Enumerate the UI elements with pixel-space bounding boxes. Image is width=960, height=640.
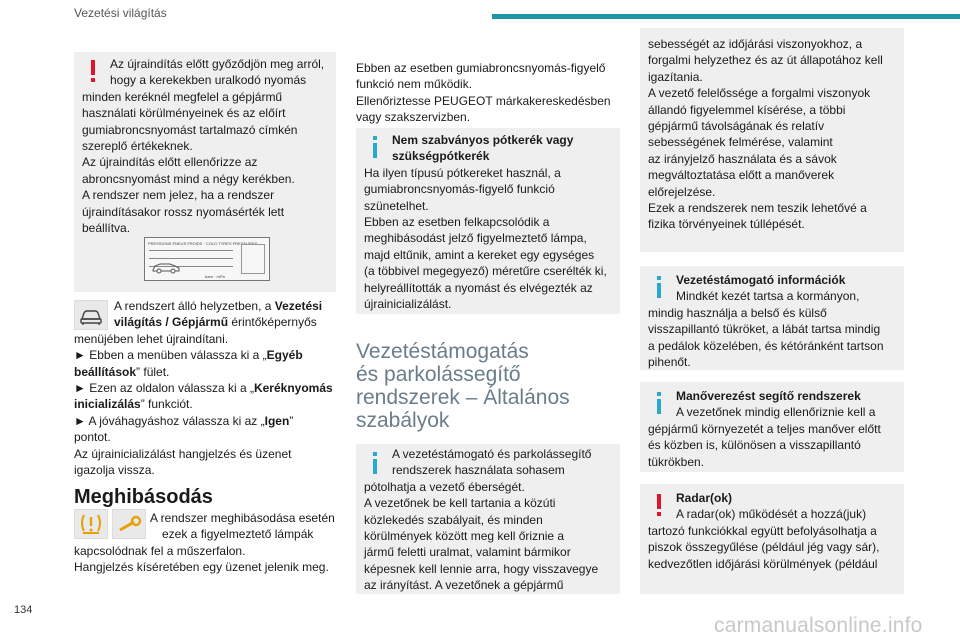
menu-name: inicializálás [74,397,141,412]
reset-instructions: A rendszert álló helyzetben, a Vezetési világítás / Gépjármű érintőképernyős menüjében lehet újraindítani. ► Ebben a menüben válassza ki a „Egyéb beállítások” fület. ► Ezen az oldalon válassza ki a „Keréknyomás inicializálás” funkciót. ► A jóváhagyáshoz válassza ki az „Igen” pontot. Az újrainicializálást hangjelzés és üzenet igazolja vissza. [74,299,333,478]
menu-name: Igen [264,413,290,428]
warning-text-line: újraindításakor rossz nyomásérték lett [82,204,285,219]
warning-text-line: A rendszer nem jelez, ha a rendszer [82,188,275,203]
info-title: szükségpótkerék [392,149,490,164]
running-header: Vezetési világítás [74,6,167,20]
info-title: Nem szabványos pótkerék vagy [392,133,574,147]
car-outline-icon [151,260,181,274]
menu-name: beállítások [74,364,137,379]
warning-title: Radar(ok) [676,491,733,505]
info-title: Manőverezést segítő rendszerek [676,389,861,403]
warning-text-first: Az újraindítás előtt győződjön meg arról, [110,57,325,71]
tyre-pressure-label-image [144,237,270,281]
info-box-spare-wheel: Nem szabványos pótkerék vagy szükségpótkerék Ha ilyen típusú pótkereket használ, a gumiabroncsnyomás-figyelő funkció szünetelhet. Ebben az esetben felkapcsolódik a meghibásodást jelző figyelmeztető lámpa, majd eltűnik, amint a kereket egy egységes (a többivel megegyező) méretűre cserélték ki, helyreállították a nyomást és elvégezték az újrainicializálást. [356,128,620,314]
page-number: 134 [14,604,33,616]
menu-name: Vezetési [274,299,323,313]
tyre-label-units: bare · mPa [205,274,225,279]
warning-text-line: Az újraindítás előtt ellenőrizze az [82,155,258,170]
info-box-maneuver: Manőverezést segítő rendszerek A vezetőnek mindig ellenőriznie kell a gépjármű környezetét a teljes manőver előtt és közben is, különösen a visszapillantó tükrökben. [640,382,904,472]
info-box-driving-aid: A vezetéstámogató és parkolássegítő rendszerek használata sohasem pótolhatja a vezető éberségét. A vezetőnek be kell tartania a közúti közlekedés szabályait, és minden körülmények között meg kell őriznie a jármű feletti uralmat, valamint bármikor képesnek kell lennie arra, hogy visszavegye az irányítást. A vezetőnek a gépjármű [356,444,620,594]
info-box-continued: sebességét az időjárási viszonyokhoz, a forgalmi helyzethez és az út állapotához kell igazítania. A vezető felelőssége a forgalmi viszonyok állandó figyelemmel kísérése, a többi gépjármű távolságának és relatív sebességének felmérése, valamint az irányjelző használata és a sávok megváltoztatása előtt a manőverek előrejelzése. Ezek a rendszerek nem teszik lehetővé a fizika törvényeinek túllépését. [640,28,904,252]
warning-text-line: beállítva. [82,221,131,236]
warning-text-line: gumiabroncsnyomást tartalmazó címkén [82,122,298,137]
fault-text: A rendszer meghibásodása esetén ezek a figyelmeztető lámpák kapcsolódnak fel a műszerfalon. Hangjelzés kíséretében egy üzenet jelenik meg. [74,511,335,575]
tyre-label-heading: PRESSIONS PNEUS FROIDS · COLD TYRES PRESSURES [148,241,258,246]
menu-name: Keréknyomás [253,381,333,396]
warning-text-line: hogy a kerekekben uralkodó nyomás [110,73,307,88]
warning-text-line: használati körülményeinek és az előírt [82,106,286,121]
menu-name: világítás / Gépjármű [114,315,229,330]
menu-name: Egyéb [266,348,303,363]
warning-text-line: szereplő értékeknek. [82,139,193,154]
header-accent-bar [492,14,960,19]
info-title: Vezetéstámogató információk [676,273,846,287]
warning-text-line: minden keréknél megfelel a gépjármű [82,89,283,104]
watermark: carmanualsonline.info [714,614,923,637]
fault-section-title: Meghibásodás [74,486,213,508]
tpms-inactive-text: Ebben az esetben gumiabroncsnyomás-figyelő funkció nem működik. Ellenőriztesse PEUGEOT márkakereskedésben vagy szakszervizben. [356,61,611,125]
info-box-driving-information: Vezetéstámogató információk Mindkét kezét tartsa a kormányon, mindig használja a belső és külső visszapillantó tükröket, a lábát tartsa mindig a pedálok közelében, és kétóránként tartson pihenőt. [640,266,904,370]
warning-box-radar: Radar(ok) A radar(ok) működését a hozzá(juk) tartozó funkciókkal együtt befolyásolhatja a piszok összegyűlése (például jég vagy sár), kedvezőtlen időjárási körülmények (például [640,484,904,594]
section-title: Vezetéstámogatás és parkolássegítő rendszerek – Általános szabályok [356,340,570,432]
warning-text-line: abroncsnyomást mind a négy kerékben. [82,171,295,186]
